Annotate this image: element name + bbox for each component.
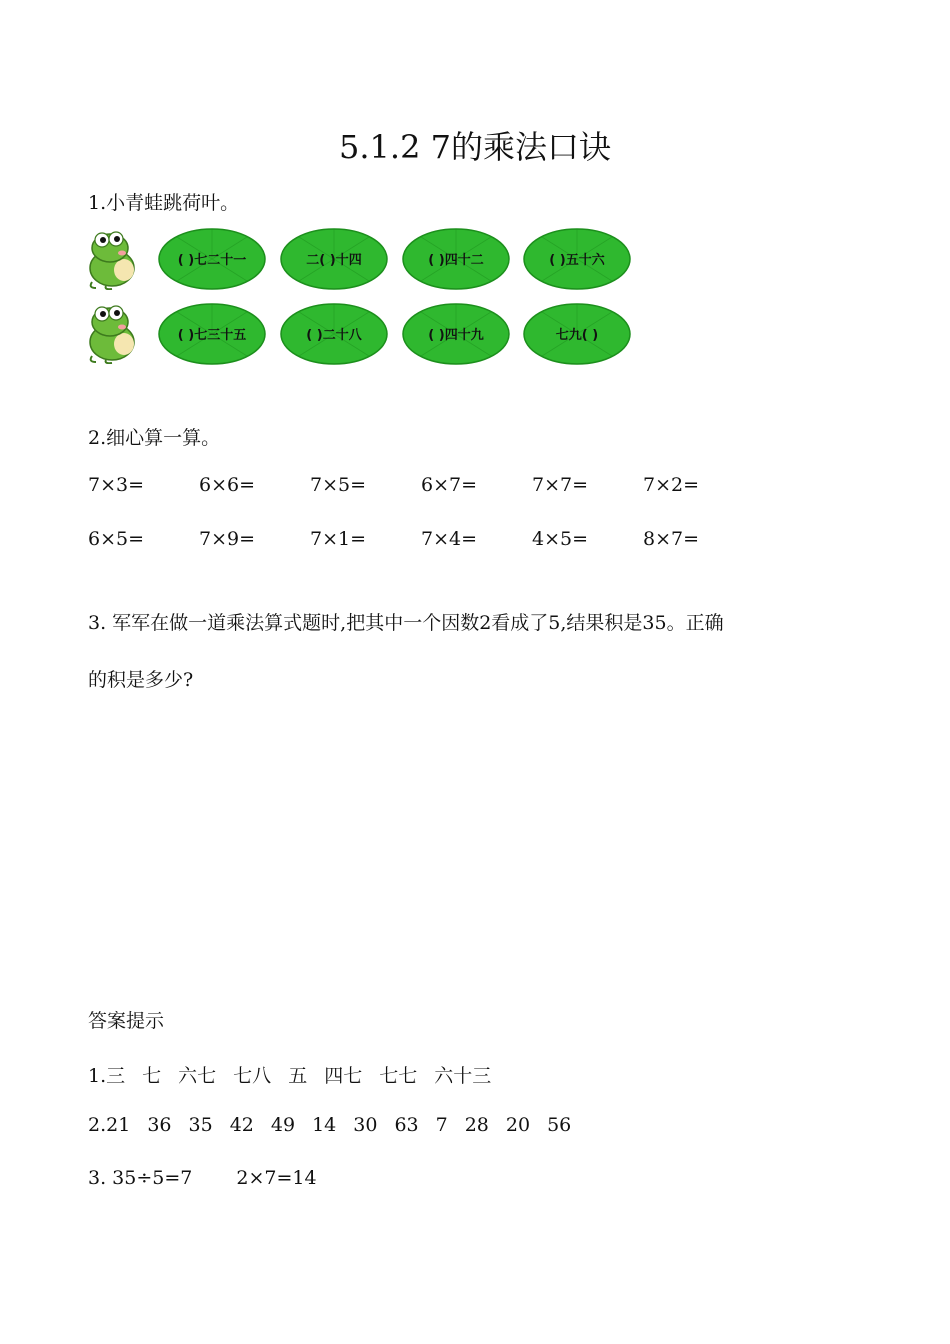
answer-item: 七八: [233, 1065, 272, 1087]
calc-expression: 6×7=: [421, 474, 478, 496]
answer-item: 49: [270, 1114, 296, 1136]
answer-item: 2×7=14: [236, 1167, 317, 1189]
lily-pad-label: ( )七二十一: [177, 253, 247, 268]
answer-item: 36: [147, 1114, 172, 1136]
answer-item: 3. 35÷5=7: [88, 1167, 193, 1189]
page-title: 5.1.2 7的乘法口诀: [339, 128, 611, 166]
calc-row: [88, 474, 754, 496]
lily-pad-label: 二( )十四: [306, 253, 362, 268]
lily-pad-label: ( )五十六: [549, 253, 605, 268]
calc-expression: 4×5=: [532, 528, 589, 550]
question-2-label: 2.细心算一算。: [88, 427, 221, 449]
frog-icon: [84, 228, 140, 290]
lily-pad: [157, 302, 267, 366]
answer-item: 六十三: [434, 1065, 492, 1087]
question-1-label: 1.小青蛙跳荷叶。: [88, 192, 240, 214]
answer-item: 20: [505, 1114, 531, 1136]
answer-item: 28: [464, 1114, 489, 1136]
answer-item: 六七: [178, 1065, 217, 1087]
answers-heading: 答案提示: [88, 1010, 165, 1032]
answer-item: 四七: [324, 1065, 363, 1087]
question-3-line-1: 3. 军军在做一道乘法算式题时,把其中一个因数2看成了5,结果积是35。正确: [88, 612, 724, 634]
lily-pad: [279, 227, 389, 291]
question-3-line-2: 的积是多少?: [88, 669, 194, 691]
answer-item: 35: [188, 1114, 213, 1136]
calc-expression: 7×2=: [643, 474, 700, 496]
lily-pad-label: ( )二十八: [306, 328, 362, 343]
lily-pad: [522, 227, 632, 291]
lily-pad: [401, 227, 511, 291]
answer-item: 1.三: [88, 1065, 126, 1087]
lily-pad-label: ( )四十九: [428, 328, 484, 343]
calc-expression: 7×3=: [88, 474, 145, 496]
lily-pad: [522, 302, 632, 366]
calc-expression: 6×6=: [199, 474, 256, 496]
calc-expression: 7×9=: [199, 528, 256, 550]
answer-3: [88, 1167, 334, 1189]
calc-expression: 7×5=: [310, 474, 367, 496]
answer-2: [88, 1114, 588, 1136]
lily-pad-label: ( )七三十五: [177, 328, 247, 343]
lily-pad-label: 七九( ): [555, 328, 599, 343]
answer-item: 42: [229, 1114, 254, 1136]
calc-expression: 7×1=: [310, 528, 367, 550]
answer-item: 七: [142, 1065, 162, 1087]
calc-expression: 7×4=: [421, 528, 478, 550]
answer-item: 七七: [379, 1065, 418, 1087]
lily-pad: [279, 302, 389, 366]
answer-item: 56: [547, 1114, 572, 1136]
answer-item: 14: [312, 1114, 337, 1136]
frog-icon: [84, 302, 140, 364]
calc-expression: 8×7=: [643, 528, 700, 550]
answer-item: 五: [288, 1065, 308, 1087]
answer-1: [88, 1061, 508, 1088]
answer-item: 7: [435, 1114, 448, 1136]
lily-pad: [401, 302, 511, 366]
calc-row: [88, 528, 754, 550]
answer-item: 63: [394, 1114, 419, 1136]
calc-expression: 7×7=: [532, 474, 589, 496]
calc-expression: 6×5=: [88, 528, 145, 550]
lily-pad-label: ( )四十二: [428, 253, 484, 268]
answer-item: 30: [353, 1114, 378, 1136]
lily-pad: [157, 227, 267, 291]
answer-item: 2.21: [88, 1114, 131, 1136]
